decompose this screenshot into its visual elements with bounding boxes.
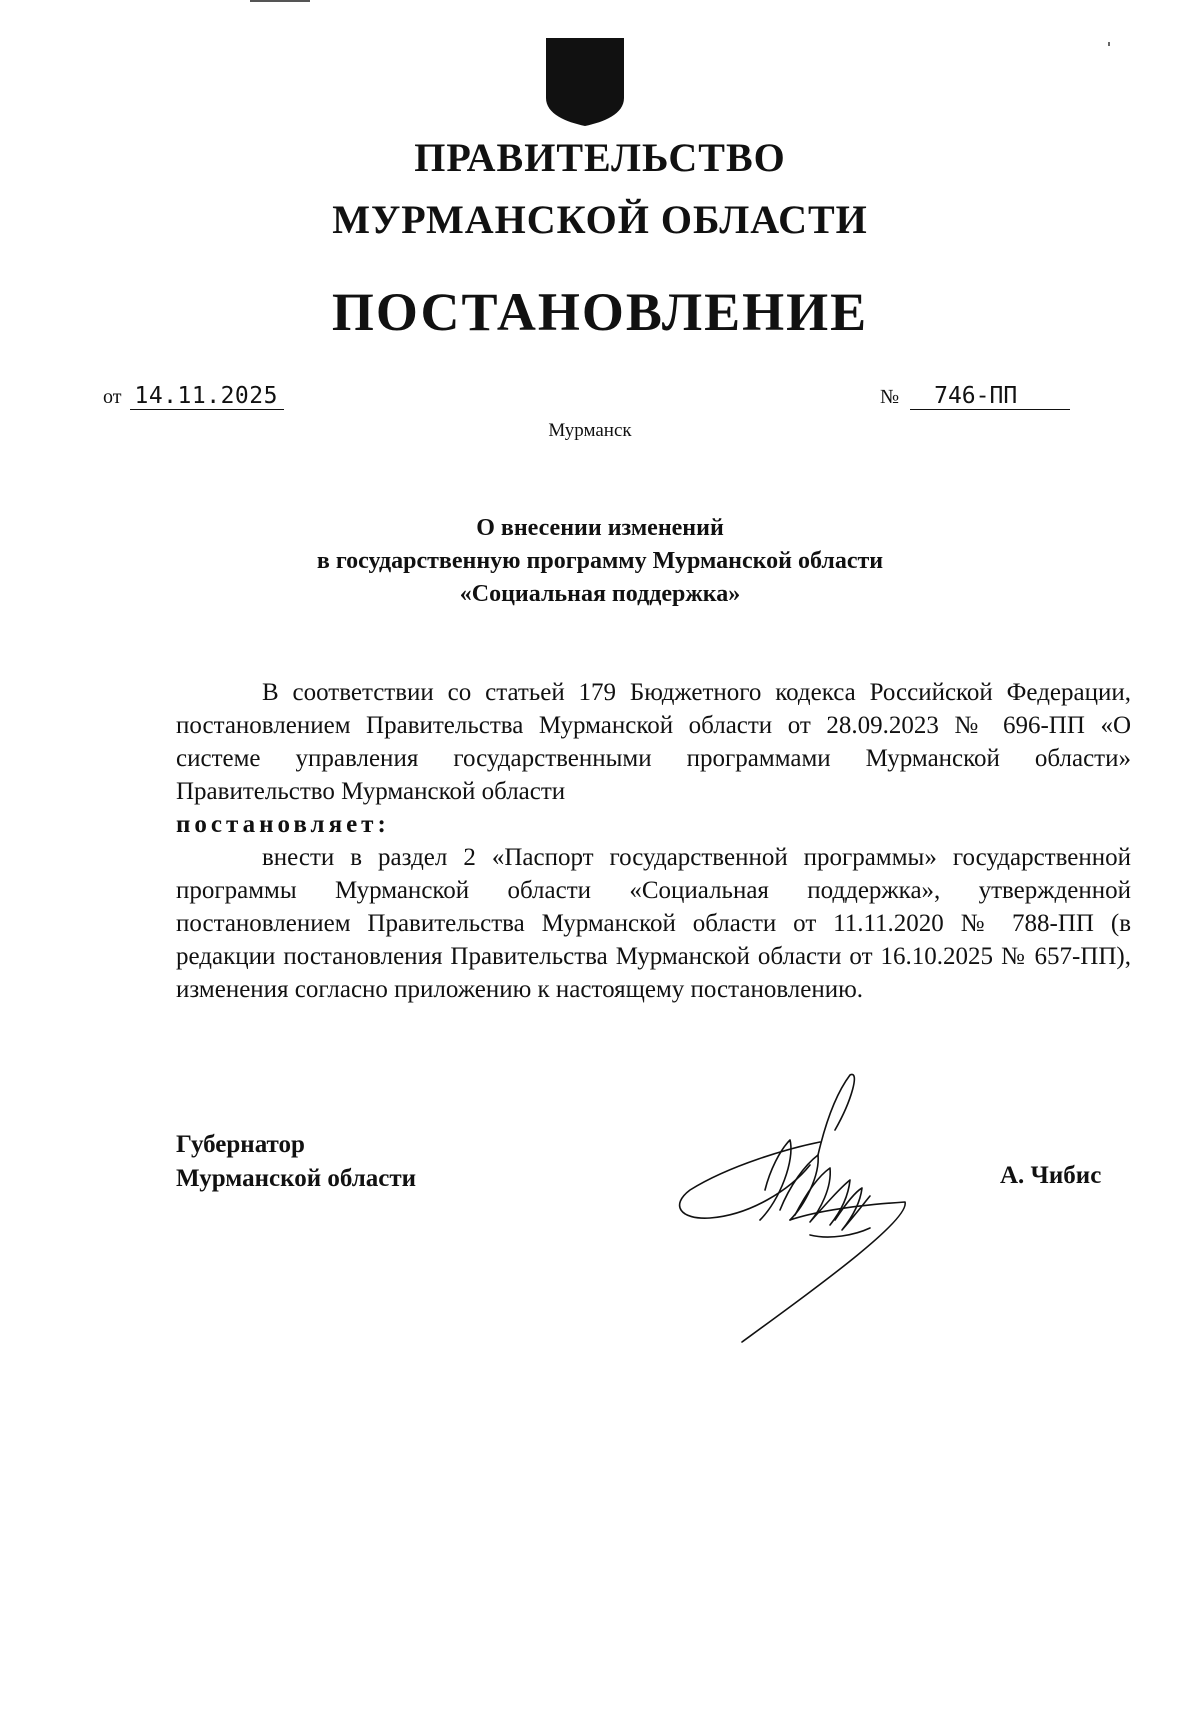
organization-name-line2: МУРМАНСКОЙ ОБЛАСТИ <box>332 197 868 242</box>
document-date <box>103 383 284 410</box>
title-line: О внесении изменений <box>476 515 724 541</box>
position-line: Губернатор <box>176 1131 305 1158</box>
document-title <box>0 512 1200 611</box>
title-line: «Социальная поддержка» <box>459 581 741 607</box>
date-prefix: от <box>103 386 122 408</box>
handwritten-signature-icon <box>670 1070 930 1350</box>
date-value: 14.11.2025 <box>130 383 283 410</box>
body-paragraph-preamble: В соответствии со статьей 179 Бюджетного кодекса Российской Федерации, постановлением Правительства Мурманской области от 28.09.2023 № 696-ПП «О системе управления государственными программами Мурманской области» Правительство Мурманской области <box>176 679 1131 805</box>
number-prefix: № <box>880 386 900 408</box>
document-type: ПОСТАНОВЛЕНИЕ <box>331 282 869 342</box>
operative-verb: постановляет: <box>176 811 390 838</box>
document-body <box>176 676 1131 1006</box>
scan-mark <box>250 0 310 2</box>
position-line: Мурманской области <box>176 1165 417 1192</box>
city: Мурманск <box>548 420 632 441</box>
coat-of-arms-icon <box>544 36 626 128</box>
signatory-position <box>176 1128 416 1196</box>
body-paragraph-operative: внести в раздел 2 «Паспорт государственной программы» государственной программы Мурманской области «Социальная поддержка», утвержденной постановлением Правительства Мурманской области от 11.11.2020 № 788-ПП (в редакции постановления Правительства Мурманской области от 16.10.2025 № 657-ПП), изменения согласно приложению к настоящему постановлению. <box>176 844 1131 1003</box>
signatory-name: А. Чибис <box>1000 1162 1102 1189</box>
scan-mark <box>1108 42 1110 46</box>
title-line: в государственную программу Мурманской области <box>316 548 884 574</box>
number-value: 746-ПП <box>910 383 1070 410</box>
document-number <box>880 383 1070 410</box>
organization-name-line1: ПРАВИТЕЛЬСТВО <box>414 135 786 180</box>
